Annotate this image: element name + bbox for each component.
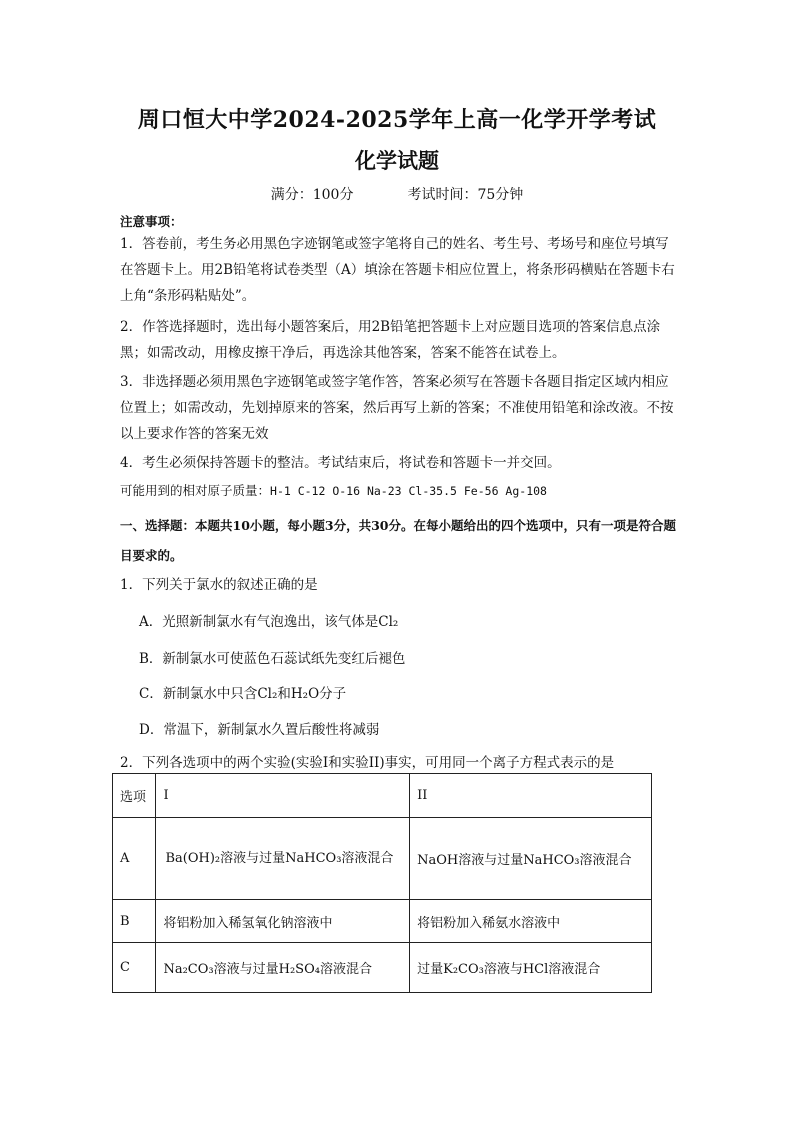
atomic-masses-values: H-1 C-12 O-16 Na-23 Cl-35.5 Fe-56 Ag-108 xyxy=(270,484,547,498)
atomic-masses-label: 可能用到的相对原子质量： xyxy=(120,483,271,498)
question-1-option-c: C．新制氯水中只含Cl₂和H₂O分子 xyxy=(139,686,347,702)
section-1-heading: 一、选择题：本题共10小题，每小题3分，共30分。在每小题给出的四个选项中，只有一项是符合题目要求的。 xyxy=(120,518,676,563)
table-cell: NaOH溶液与过量NaHCO₃溶液混合 xyxy=(410,818,652,900)
question-2-stem: 2．下列各选项中的两个实验(实验I和实验II)事实，可用同一个离子方程式表示的是 xyxy=(120,755,615,771)
note-item-4: 4．考生必须保持答题卡的整洁。考试结束后，将试卷和答题卡一并交回。 xyxy=(120,455,561,471)
table-header-cell: 选项 xyxy=(113,774,156,818)
atomic-masses xyxy=(120,481,547,499)
question-1-option-b: B．新制氯水可使蓝色石蕊试纸先变红后褪色 xyxy=(139,651,406,667)
note-item-1: 1．答卷前，考生务必用黑色字迹钢笔或签字笔将自己的姓名、考生号、考场号和座位号填写在答题卡上。用2B铅笔将试卷类型（A）填涂在答题卡相应位置上，将条形码横贴在答题卡右上角“条形码粘贴处”。 xyxy=(120,236,675,304)
table-cell: 将铝粉加入稀氨水溶液中 xyxy=(410,900,652,943)
table-cell: 过量K₂CO₃溶液与HCl溶液混合 xyxy=(410,943,652,993)
note-item-2: 2．作答选择题时，选出每小题答案后，用2B铅笔把答题卡上对应题目选项的答案信息点涂黑；如需改动，用橡皮擦干净后，再选涂其他答案，答案不能答在试卷上。 xyxy=(120,319,661,361)
question-2-table xyxy=(112,773,652,993)
table-cell: 将铝粉加入稀氢氧化钠溶液中 xyxy=(156,900,410,943)
table-cell: A xyxy=(113,818,156,900)
table-cell: B xyxy=(113,900,156,943)
table-cell: C xyxy=(113,943,156,993)
table-header-row xyxy=(113,774,652,818)
full-score: 满分：100分 xyxy=(270,187,354,203)
table-cell: Ba(OH)₂溶液与过量NaHCO₃溶液混合 xyxy=(156,818,410,900)
table-row xyxy=(113,943,652,993)
question-1-option-d: D．常温下，新制氯水久置后酸性将减弱 xyxy=(139,722,380,738)
score-time-line xyxy=(0,184,794,204)
exam-title: 周口恒大中学2024-2025学年上高一化学开学考试 xyxy=(137,107,657,133)
note-item-3: 3．非选择题必须用黑色字迹钢笔或签字笔作答，答案必须写在答题卡各题目指定区域内相应位置上；如需改动，先划掉原来的答案，然后再写上新的答案；不准使用铅笔和涂改液。不按以上要求作答的答案无效 xyxy=(120,374,674,442)
table-header-cell: I xyxy=(156,774,410,818)
exam-subtitle: 化学试题 xyxy=(355,148,439,173)
table-cell: Na₂CO₃溶液与过量H₂SO₄溶液混合 xyxy=(156,943,410,993)
table-row xyxy=(113,818,652,900)
question-1-option-a: A．光照新制氯水有气泡逸出，该气体是Cl₂ xyxy=(139,614,399,630)
table-header-cell: II xyxy=(410,774,652,818)
table-row xyxy=(113,900,652,943)
notes-heading: 注意事项： xyxy=(120,214,183,229)
question-1-stem: 1．下列关于氯水的叙述正确的是 xyxy=(120,577,318,593)
exam-time: 考试时间：75分钟 xyxy=(407,187,524,203)
